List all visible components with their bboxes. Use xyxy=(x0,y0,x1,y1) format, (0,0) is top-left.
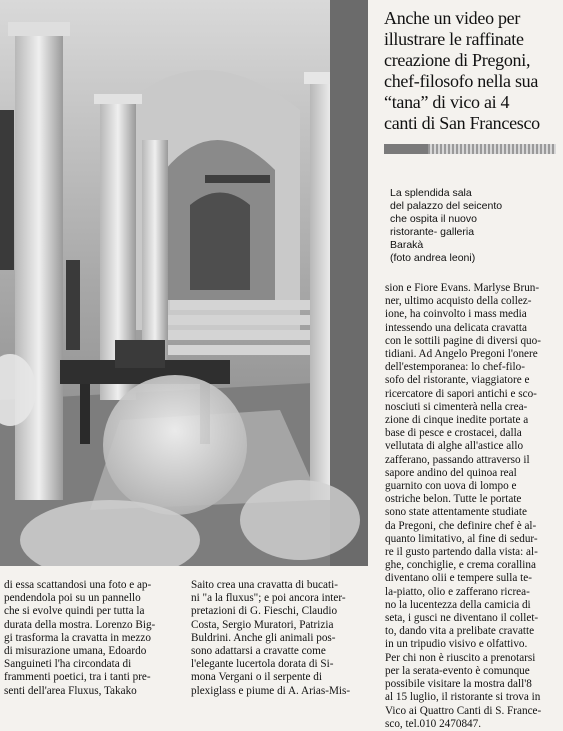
text-line: no la lucentezza della camicia di xyxy=(385,598,531,611)
article-headline xyxy=(384,8,559,134)
text-line: di misurazione umana, Edoardo xyxy=(4,645,147,658)
text-line: al 15 luglio, il ristorante si trova in xyxy=(385,691,541,704)
photo-caption xyxy=(390,187,560,265)
text-line: gi trasforma la cravatta in mezzo xyxy=(4,631,151,644)
text-line: in un tripudio visivo e olfattivo. xyxy=(385,638,528,651)
caption-line: che ospita il nuovo xyxy=(390,213,477,225)
text-line: sion e Fiore Evans. Marlyse Brun- xyxy=(385,282,540,294)
text-line: Vico ai Quattro Canti di S. France- xyxy=(385,704,542,717)
article-column-bottom-middle xyxy=(191,579,368,698)
text-line: possibile visitare la mostra dall'8 xyxy=(385,678,532,691)
caption-line: ristorante- galleria xyxy=(390,226,475,238)
text-line: zione di cinque inedite portate a xyxy=(385,414,529,427)
text-line: ni "a la fluxus"; e poi ancora inter- xyxy=(191,592,346,605)
text-line: da Pregoni, che definire chef è al- xyxy=(385,519,537,532)
text-line: Per chi non è riuscito a prenotarsi xyxy=(385,651,536,664)
headline-line: illustrare le raffinate xyxy=(384,29,524,49)
text-line: zafferano, passando attraverso il xyxy=(385,453,530,466)
text-line: ner, ultimo acquisto della collez- xyxy=(385,295,532,308)
text-line: sono state attentamente studiate xyxy=(385,506,527,519)
divider-accent xyxy=(384,144,428,154)
text-line: nosciuti si cimenterà nella crea- xyxy=(385,400,528,413)
text-line: con le sottili pagine di diversi quo- xyxy=(385,334,541,347)
text-line: vellutata di alghe all'astice allo xyxy=(385,440,524,453)
text-line: sono adattarsi a cravatte come xyxy=(191,645,326,658)
headline-line: chef-filosofo nella sua xyxy=(384,71,539,91)
text-line: che si evolve quindi per tutta la xyxy=(4,605,145,618)
text-line: mona Vergani o il serpente di xyxy=(191,671,323,684)
section-divider xyxy=(384,144,556,154)
text-line: per la serata-evento è comunque xyxy=(385,664,530,677)
article-column-right xyxy=(385,282,560,731)
text-line: durata della mostra. Lorenzo Big- xyxy=(4,618,156,631)
text-line: quanto limitativo, al fine di sedur- xyxy=(385,532,538,545)
text-line: di essa scattandosi una foto e ap- xyxy=(4,579,152,591)
text-line: re il gusto partendo dalla vista: al- xyxy=(385,546,538,559)
text-line: sco, tel.010 2470847. xyxy=(385,717,482,730)
text-line: senti dell'area Fluxus, Takako xyxy=(4,684,137,697)
headline-line: Anche un video per xyxy=(384,8,521,28)
caption-line: La splendida sala xyxy=(390,187,472,199)
text-line: Buldrini. Anche gli animali pos- xyxy=(191,631,336,644)
headline-line: “tana” di vico ai 4 xyxy=(384,92,510,112)
text-line: plexiglass e piume di A. Arias-Mis- xyxy=(191,684,351,697)
text-line: sapore andino del quinoa real xyxy=(385,466,517,479)
text-line: sofo del ristorante, viaggiatore e xyxy=(385,374,530,387)
text-line: dell'estemporanea: lo chef-filo- xyxy=(385,361,525,374)
text-line: ostriche belon. Tutte le portate xyxy=(385,493,522,506)
text-line: Saito crea una cravatta di bucati- xyxy=(191,579,338,591)
text-line: pretazioni di G. Fieschi, Claudio xyxy=(191,605,338,618)
text-line: tidiani. Ad Angelo Pregoni l'onere xyxy=(385,348,538,361)
article-column-bottom-left xyxy=(4,579,181,698)
caption-line: del palazzo del seicento xyxy=(390,200,503,212)
text-line: l'elegante lucertola dorata di Si- xyxy=(191,658,334,671)
text-line: ricercatore di sapori antichi e sco- xyxy=(385,387,537,400)
text-line: base di pesce e crostacei, dalla xyxy=(385,427,522,440)
headline-line: creazione di Pregoni, xyxy=(384,50,531,70)
headline-line: canti di San Francesco xyxy=(384,113,540,133)
caption-line: Barakà xyxy=(390,239,424,251)
text-line: Costa, Sergio Muratori, Patrizia xyxy=(191,618,334,631)
text-line: Sanguineti l'ha circondata di xyxy=(4,658,132,671)
text-line: frammenti poetici, tra i tanti pre- xyxy=(4,671,151,684)
text-line: to, dando vita a prelibate cravatte xyxy=(385,625,535,638)
text-line: ione, ha coinvolto i mass media xyxy=(385,308,527,321)
text-line: ghe, conchiglie, e crema corallina xyxy=(385,559,536,572)
text-line: guarnito con uova di lompo e xyxy=(385,480,517,493)
text-line: seta, i gusci ne diventano il collet- xyxy=(385,612,539,625)
text-line: la-piatto, olio e zafferano ricrea- xyxy=(385,585,530,598)
caption-line: (foto andrea leoni) xyxy=(390,252,476,264)
text-line: intessendo una delicata cravatta xyxy=(385,321,527,334)
text-line: diventano olii e tempere sulla te- xyxy=(385,572,532,585)
text-line: pendendola poi su un pannello xyxy=(4,592,141,605)
